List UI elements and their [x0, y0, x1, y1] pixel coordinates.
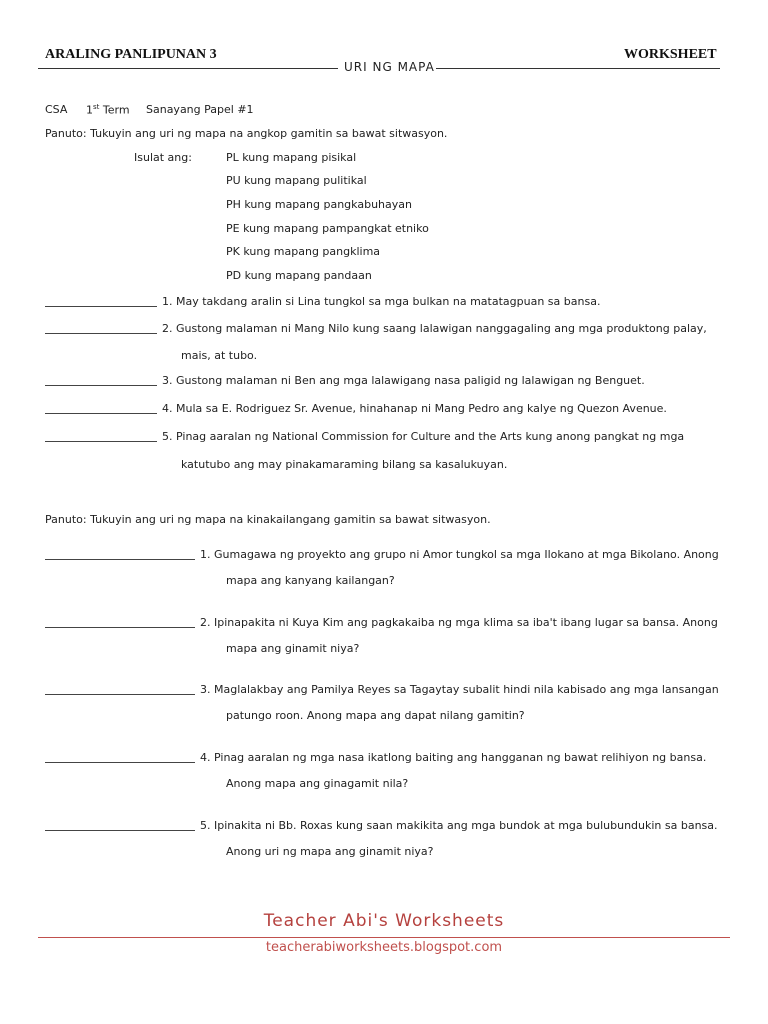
question-text-cont: Anong uri ng mapa ang ginamit niya? — [226, 845, 434, 858]
paper-label: Sanayang Papel #1 — [146, 103, 254, 116]
header-rule-left — [38, 68, 338, 69]
code-item: PU kung mapang pulitikal — [226, 174, 367, 187]
question-text: 3. Gustong malaman ni Ben ang mga lalawigang nasa paligid ng lalawigan ng Benguet. — [162, 374, 645, 387]
footer-rule — [38, 937, 730, 938]
code-item: PH kung mapang pangkabuhayan — [226, 198, 412, 211]
code-item: PK kung mapang pangklima — [226, 245, 381, 258]
question-text-cont: Anong mapa ang ginagamit nila? — [226, 777, 409, 790]
question-text: 4. Mula sa E. Rodriguez Sr. Avenue, hinahanap ni Mang Pedro ang kalye ng Quezon Avenue. — [162, 402, 667, 415]
worksheet-title: URI NG MAPA — [344, 60, 435, 74]
school-label: CSA — [45, 103, 68, 116]
question-text-cont: mapa ang ginamit niya? — [226, 642, 360, 655]
worksheet-label: WORKSHEET — [624, 47, 717, 62]
question-text: 1. May takdang aralin si Lina tungkol sa mga bulkan na matatagpuan sa bansa. — [162, 295, 601, 308]
question-text: 3. Maglalakbay ang Pamilya Reyes sa Tagaytay subalit hindi nila kabisado ang mga lansangan — [200, 683, 719, 696]
question-text-cont: katutubo ang may pinakamaraming bilang sa kasalukuyan. — [181, 458, 508, 471]
part1-instruction: Panuto: Tukuyin ang uri ng mapa na angkop gamitin sa bawat sitwasyon. — [45, 127, 448, 140]
question-text-cont: patungo roon. Anong mapa ang dapat nilang gamitin? — [226, 709, 525, 722]
question-text: 5. Pinag aaralan ng National Commission for Culture and the Arts kung anong pangkat ng mga — [162, 430, 685, 443]
answer-blank[interactable] — [45, 413, 157, 414]
term-label: 1st Term — [86, 103, 130, 117]
answer-blank[interactable] — [45, 441, 157, 442]
answer-blank[interactable] — [45, 306, 157, 307]
subject-heading: ARALING PANLIPUNAN 3 — [45, 47, 217, 62]
part2-instruction: Panuto: Tukuyin ang uri ng mapa na kinakailangang gamitin sa bawat sitwasyon. — [45, 513, 491, 526]
question-text: 2. Gustong malaman ni Mang Nilo kung saang lalawigan nanggagaling ang mga produktong palay, — [162, 322, 707, 335]
code-item: PD kung mapang pandaan — [226, 269, 372, 282]
answer-blank[interactable] — [45, 385, 157, 386]
code-item: PL kung mapang pisikal — [226, 151, 357, 164]
footer-url[interactable]: teacherabiworksheets.blogspot.com — [265, 940, 503, 955]
question-text-cont: mapa ang kanyang kailangan? — [226, 574, 395, 587]
code-item: PE kung mapang pampangkat etniko — [226, 222, 429, 235]
answer-blank[interactable] — [45, 627, 195, 628]
answer-blank[interactable] — [45, 333, 157, 334]
header-rule-right — [436, 68, 720, 69]
footer-brand: Teacher Abi's Worksheets — [263, 911, 505, 931]
answer-blank[interactable] — [45, 694, 195, 695]
answer-blank[interactable] — [45, 559, 195, 560]
question-text: 5. Ipinakita ni Bb. Roxas kung saan makikita ang mga bundok at mga bulubundukin sa bansa. — [200, 819, 718, 832]
isulat-label: Isulat ang: — [134, 151, 192, 164]
answer-blank[interactable] — [45, 830, 195, 831]
question-text: 1. Gumagawa ng proyekto ang grupo ni Amor tungkol sa mga Ilokano at mga Bikolano. Anong — [200, 548, 719, 561]
question-text-cont: mais, at tubo. — [181, 349, 258, 362]
question-text: 4. Pinag aaralan ng mga nasa ikatlong baiting ang hangganan ng bawat relihiyon ng bansa. — [200, 751, 707, 764]
answer-blank[interactable] — [45, 762, 195, 763]
question-text: 2. Ipinapakita ni Kuya Kim ang pagkakaiba ng mga klima sa iba't ibang lugar sa bansa. Anong — [200, 616, 718, 629]
